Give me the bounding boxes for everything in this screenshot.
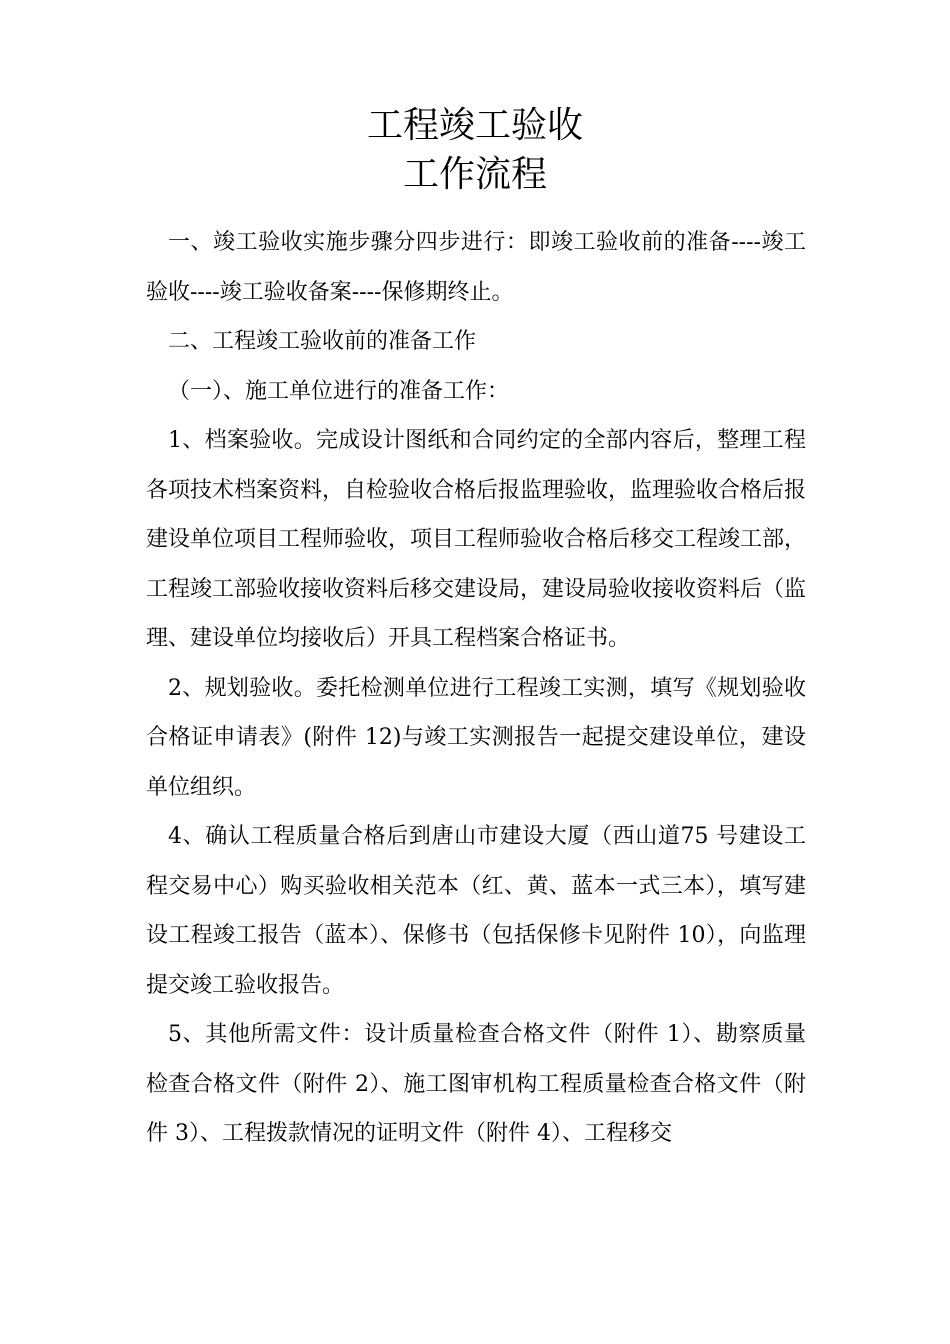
paragraph-steps-overview: 一、竣工验收实施步骤分四步进行：即竣工验收前的准备----竣工验收----竣工验收备案----保修期终止。 xyxy=(146,230,806,305)
paragraph-subsection-heading: （一）、施工单位进行的准备工作： xyxy=(168,378,510,404)
paragraph-quality-confirmation: 4、确认工程质量合格后到唐山市建设大厦（西山道75 号建设工程交易中心）购买验收相关范本（红、黄、蓝本一式三本），填写建设工程竣工报告（蓝本）、保修书（包括保修卡见附件 10），向监理提交竣工验收报告。 xyxy=(146,824,806,998)
document-title-line1: 工程竣工验收 xyxy=(366,105,583,146)
document-title-line2: 工作流程 xyxy=(402,154,547,195)
paragraph-section-two-heading: 二、工程竣工验收前的准备工作 xyxy=(168,329,477,354)
document-body xyxy=(146,218,806,1159)
paragraph-planning-acceptance: 2、规划验收。委托检测单位进行工程竣工实测，填写《规划验收合格证申请表》(附件 12)与竣工实测报告一起提交建设单位，建设单位组织。 xyxy=(146,675,806,800)
paragraph-other-documents: 5、其他所需文件：设计质量检查合格文件（附件 1）、勘察质量检查合格文件（附件 2）、施工图审机构工程质量检查合格文件（附件 3）、工程拨款情况的证明文件（附件 4）、工程移交 xyxy=(146,1022,806,1146)
paragraph-archive-acceptance: 1、档案验收。完成设计图纸和合同约定的全部内容后，整理工程各项技术档案资料，自检验收合格后报监理验收，监理验收合格后报建设单位项目工程师验收，项目工程师验收合格后移交工程竣工部，工程竣工部验收接收资料后移交建设局，建设局验收接收资料后（监理、建设单位均接收后）开具工程档案合格证书。 xyxy=(146,428,807,651)
